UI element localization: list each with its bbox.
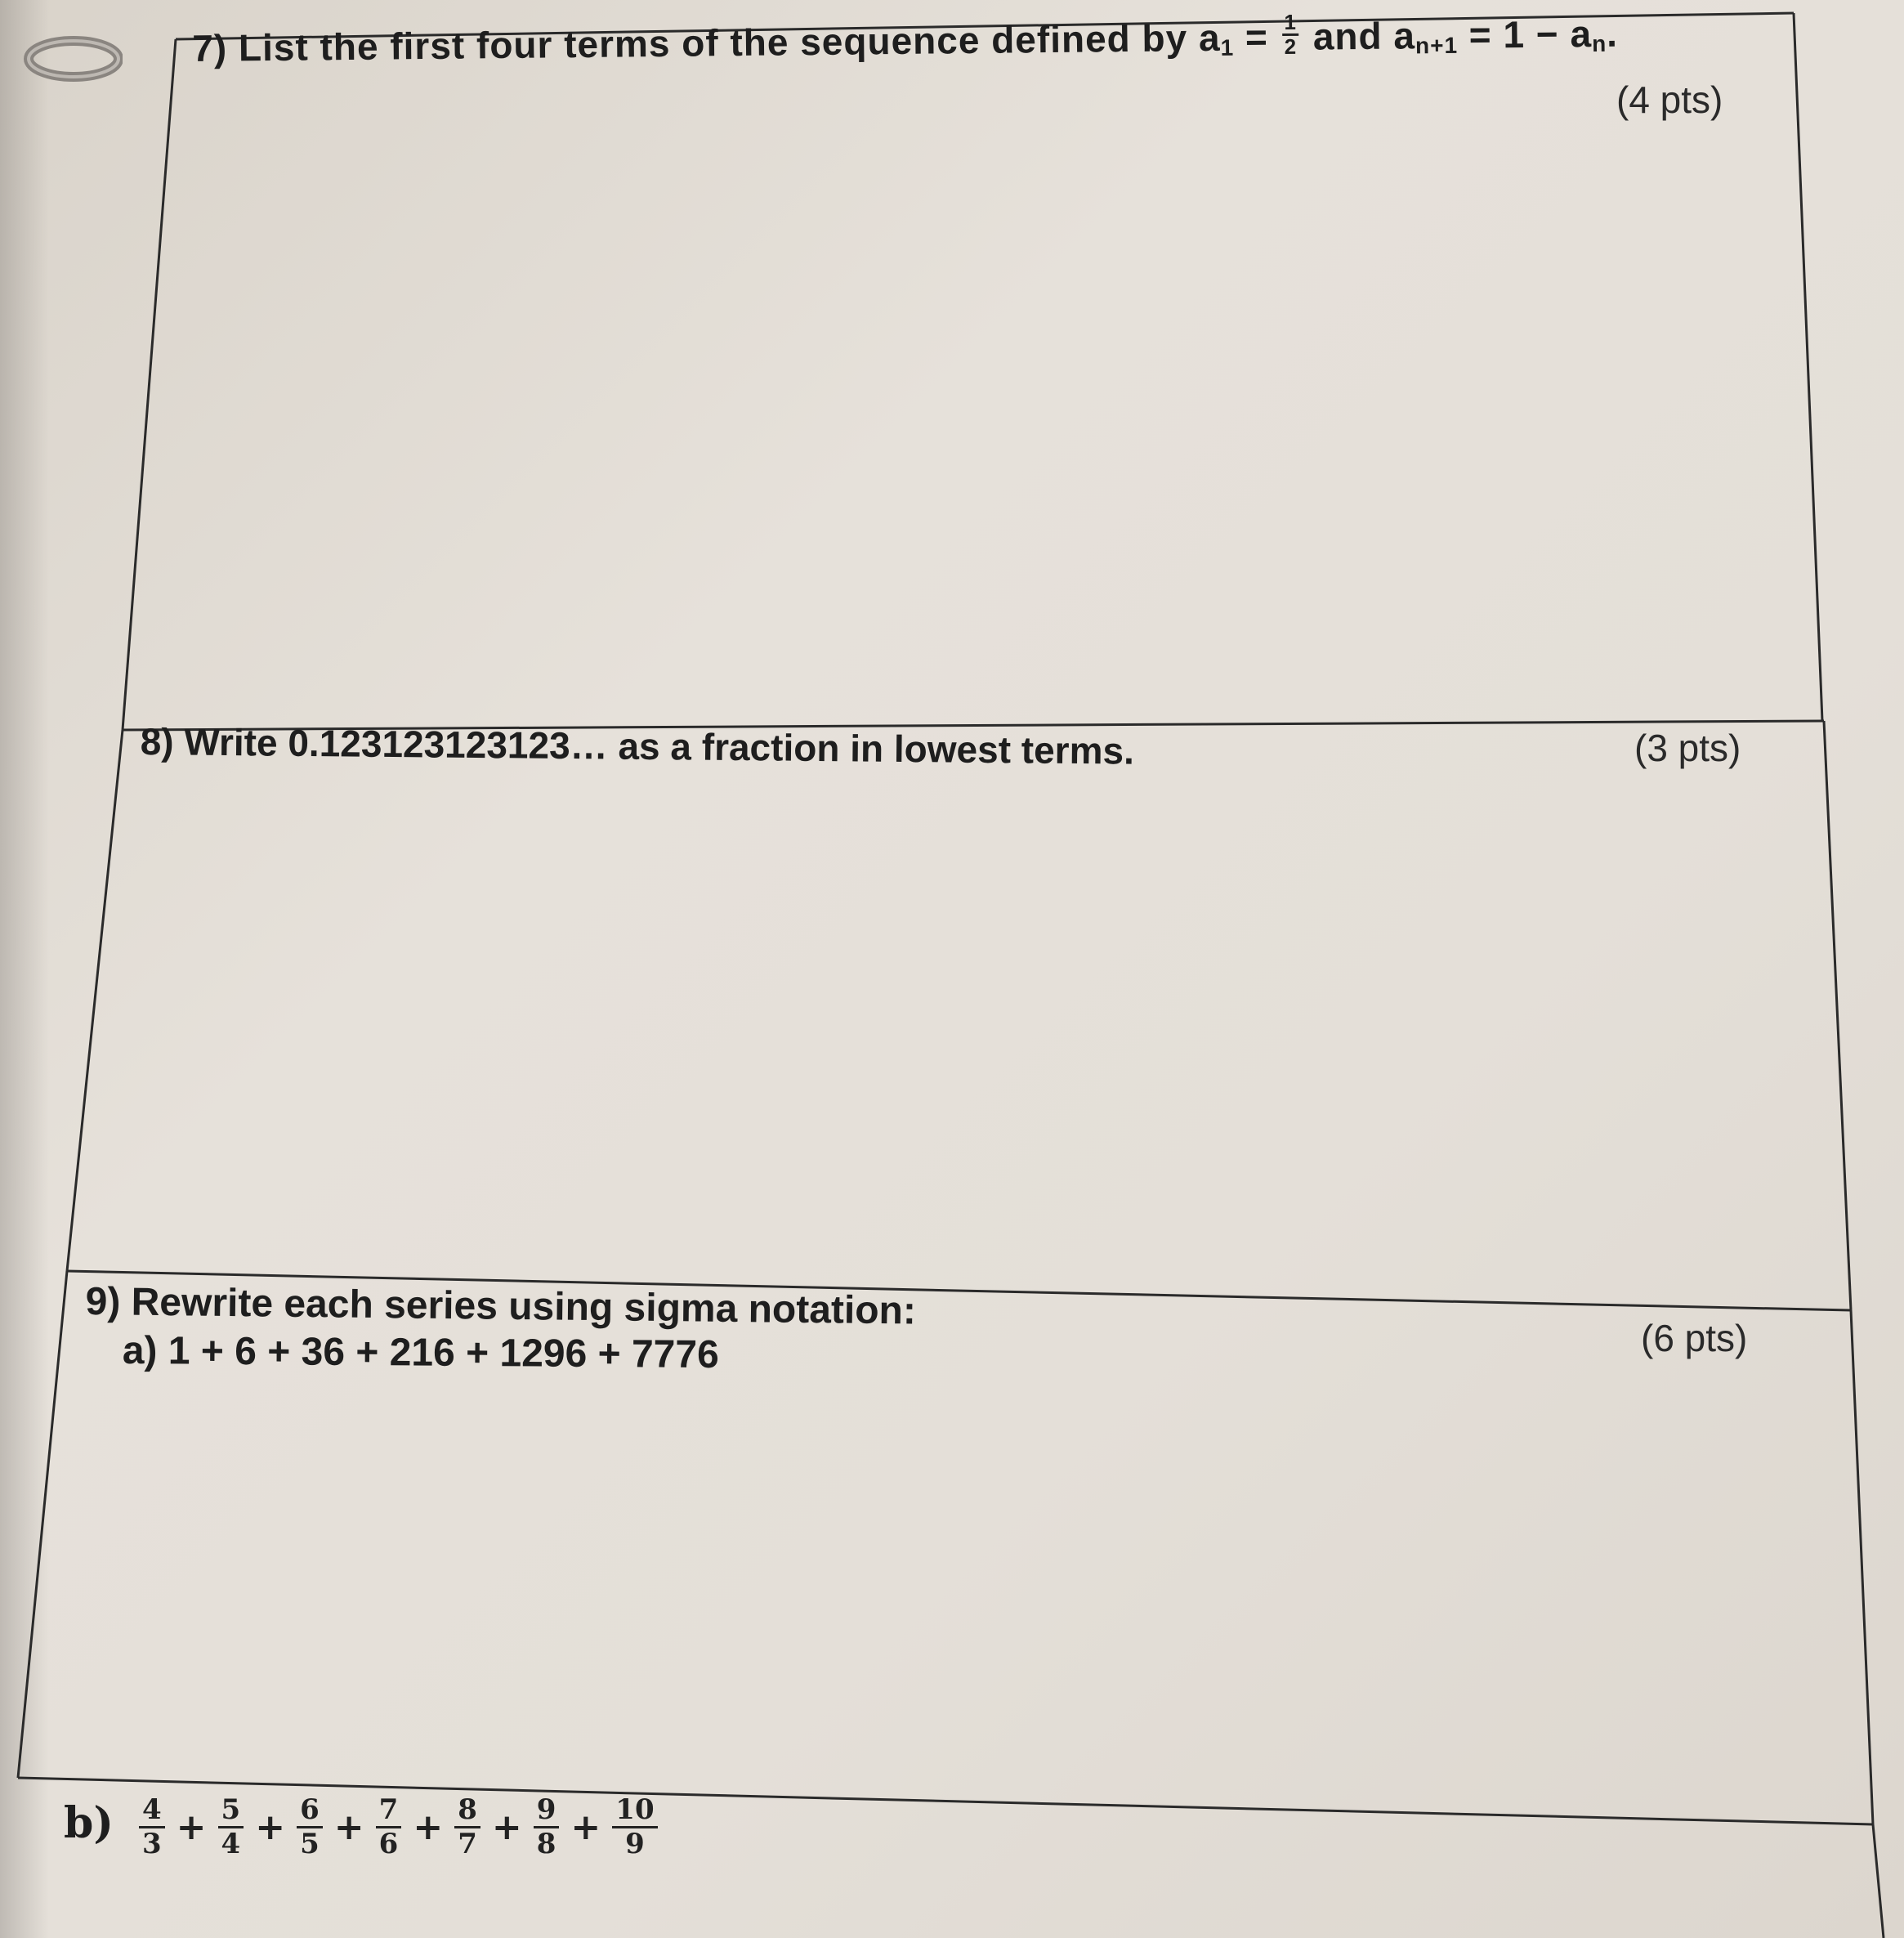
- question-9b-series: [139, 1794, 658, 1860]
- series-fraction-term: [534, 1794, 560, 1860]
- series-fraction-term: [454, 1794, 480, 1860]
- fraction-numerator: 5: [218, 1794, 244, 1828]
- fraction-numerator: 10: [612, 1794, 657, 1828]
- question-8-prompt: 8) Write 0.123123123123… as a fraction in lowest terms.: [140, 719, 1135, 772]
- fraction-denominator: 7: [458, 1828, 477, 1861]
- plus-sign: +: [413, 1806, 444, 1849]
- fraction-numerator: 8: [454, 1794, 480, 1828]
- fraction-denominator: 3: [142, 1828, 162, 1861]
- fraction-numerator: 7: [376, 1794, 402, 1828]
- question-9a-series: a) 1 + 6 + 36 + 216 + 1296 + 7776: [122, 1329, 719, 1377]
- question-9-points: (6 pts): [1641, 1317, 1748, 1359]
- series-fraction-term: [612, 1794, 657, 1860]
- plus-sign: +: [255, 1806, 286, 1849]
- fraction-numerator: 4: [139, 1794, 165, 1828]
- fraction-numerator: 6: [297, 1794, 323, 1828]
- series-fraction-term: [218, 1794, 244, 1860]
- question-9b-label: b): [64, 1798, 114, 1848]
- fraction-denominator: 8: [536, 1828, 556, 1861]
- fraction-denominator: 9: [625, 1828, 645, 1861]
- plus-sign: +: [176, 1806, 207, 1849]
- fraction-one-half: $\frac{1}{2}$: [1284, 9, 1298, 60]
- question-9-prompt: 9) Rewrite each series using sigma notation:: [85, 1279, 917, 1333]
- fraction-numerator: 9: [534, 1794, 560, 1828]
- plus-sign: +: [570, 1806, 601, 1849]
- series-fraction-term: [297, 1794, 323, 1860]
- fraction-denominator: 6: [378, 1828, 399, 1861]
- question-7-prompt: 7) List the first four terms of the sequence defined by $a_1$ = $\frac{1}{2}$ and $a_{n+1} = 1 - a_n$.: [192, 9, 1619, 69]
- fraction-denominator: 4: [221, 1828, 241, 1861]
- plus-sign: +: [333, 1806, 364, 1849]
- question-7-points: (4 pts): [1616, 78, 1723, 121]
- fraction-denominator: 5: [300, 1828, 320, 1861]
- series-fraction-term: [139, 1794, 165, 1860]
- plus-sign: +: [491, 1806, 522, 1849]
- question-8-points: (3 pts): [1634, 727, 1741, 769]
- series-fraction-term: [376, 1794, 402, 1860]
